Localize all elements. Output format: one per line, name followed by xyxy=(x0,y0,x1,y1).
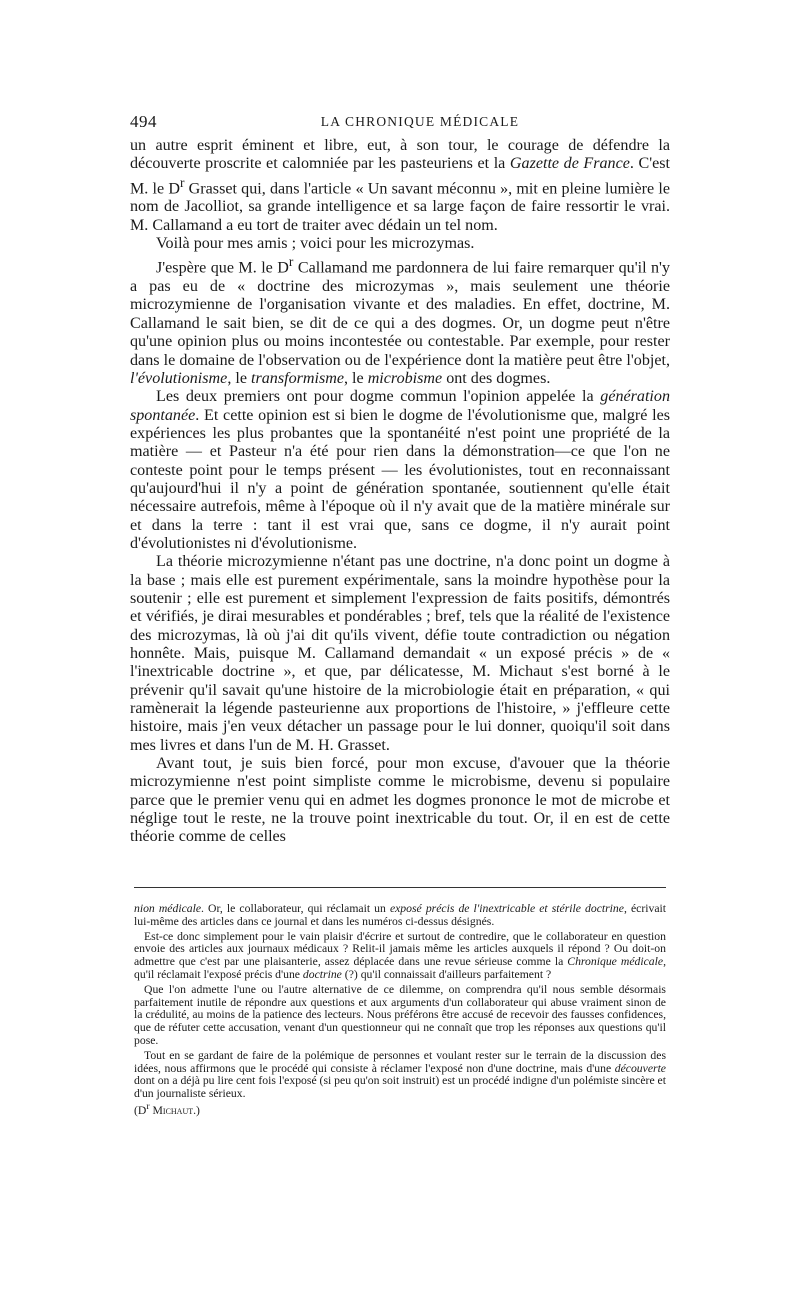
footnote-2 xyxy=(134,931,666,982)
italic-run: génération spontanée xyxy=(130,388,670,424)
italic-run: exposé précis de l'inextricable et stérile doctrine xyxy=(389,902,624,915)
paragraph-5: La théorie microzymienne n'étant pas une doctrine, n'a donc point un dogme à la base ; mais elle est purement expérimentale, sans la moindre hypothèse pour la soutenir ; elle est purement et simplement l'expression de faits positifs, démontrés et vérifiés, je dirai mesurables et pondérables ; bref, tels que la réalité de l'existence des microzymas, là où j'ai dit qu'ils vivent, défie toute contradiction ou négation honnête. Mais, puisque M. Callamand demandait « un exposé précis » de « l'inextricable doctrine », et que, par délicatesse, M. Michaut s'est borné à le prévenir qu'il savait qu'une histoire de la microbiologie était en préparation, « qui ramènerait la légende pasteurienne aux proportions de l'histoire, » j'effleure cette histoire, mais j'en veux détacher un passage pour le lui donner, quoiqu'il soit dans mes livres et dans l'un de M. H. Grasset. xyxy=(130,553,670,754)
text-run: Tout en se gardant de faire de la polémique de personnes et voulant rester sur le terrain de la discussion des idées, nous affirmons que le procédé qui consiste à réclamer l'exposé non d'une doctrine, mais d'une xyxy=(134,1048,666,1075)
italic-run: transformisme xyxy=(251,369,344,387)
italic-run: découverte xyxy=(614,1061,666,1075)
text-run: J'espère que M. le D xyxy=(156,259,289,277)
superscript: r xyxy=(288,254,294,270)
italic-run: l'évolutionisme xyxy=(130,369,228,387)
text-run: Grasset qui, dans l'article « Un savant méconnu », mit en pleine lumière le nom de Jacolliot, sa grande intelligence et sa large façon de faire ressortir le vrai. M. Callamand a eu tort de traiter avec dédain un tel nom. xyxy=(130,180,670,234)
page-header xyxy=(130,112,670,132)
italic-run: microbisme xyxy=(367,369,443,387)
text-run: ont des dogmes. xyxy=(442,369,551,387)
paragraph-2: Voilà pour mes amis ; voici pour les microzymas. xyxy=(156,235,475,253)
text-run: un autre esprit éminent et libre, eut, à son tour, le courage de défendre la découverte proscrite et calomniée par les pasteuriens et la xyxy=(130,137,670,173)
text-run: Est-ce donc simplement pour le vain plaisir d'écrire et surtout de contredire, que le collaborateur en question envoie des articles aux journaux médicaux ? Relit-il jamais même les articles auxquels il répond ? Ou doit-on admettre que c'est par une plaisanterie, assez déplacée dans une revue sérieuse comme la xyxy=(134,929,666,969)
text-run: (?) qu'il connaissait d'ailleurs parfaitement ? xyxy=(341,967,552,981)
superscript: r xyxy=(146,1100,150,1112)
signature: Michaut.) xyxy=(149,1103,200,1117)
footnote-separator xyxy=(134,887,666,888)
main-text xyxy=(130,137,670,847)
page-number: 494 xyxy=(130,112,157,131)
text-run: dont on a déjà pu lire cent fois l'exposé (si peu qu'on soit instruit) est un procédé indigne d'un polémiste sincère et d'un journaliste sérieux. xyxy=(134,1074,666,1101)
paragraph-4 xyxy=(130,388,670,553)
text-run: (D xyxy=(134,1103,147,1117)
text-run: . Or, le collaborateur, qui réclamait un xyxy=(201,902,390,915)
footnotes xyxy=(134,903,666,1120)
superscript: r xyxy=(180,174,185,190)
footnote-3: Que l'on admette l'une ou l'autre alternative de ce dilemme, on comprendra qu'il nous semble désormais parfaitement inutile de répondre aux questions et aux arguments d'un collaborateur qui abuse vraiment sinon de la crédulité, au moins de la patience des lecteurs. Nous préférons être accusé de recevoir des fausses confidences, que de réfuter cette accusation, venant d'un questionneur qui ne connaît que trop les réponses aux questions qu'il pose. xyxy=(134,982,666,1047)
text-run: Les deux premiers ont pour dogme commun l'opinion appelée la xyxy=(156,388,601,406)
text-run: , qu'il réclamait l'exposé précis d'une xyxy=(134,955,666,981)
text-run: . Et cette opinion est si bien le dogme de l'évolutionisme que, malgré les expériences les plus probantes que la spontanéité n'est point une propriété de la matière — et Pasteur n'a été pour rien dans la démonstration—ce que l'on ne conteste point pour le temps présent — les évolutionistes, tout en reconnaissant qu'aujourd'hui il n'y a point de génération spontanée, soutiennent qu'elle était nécessaire autrefois, même à l'époque où il n'y avait que de la matière minérale sur et dans la terre : tant il est vrai que, sans ce dogme, il n'y aurait point d'évolutionistes ni d'évolutionisme. xyxy=(130,406,670,552)
italic-run: Chronique médicale xyxy=(567,955,664,969)
italic-run: nion médicale xyxy=(134,902,202,915)
paragraph-3 xyxy=(130,253,670,388)
paragraph-1 xyxy=(130,137,670,235)
text-run: , écrivait lui-même des articles dans ce journal et dans les numéros ci-dessus désignés. xyxy=(134,902,667,928)
footnote-1 xyxy=(134,903,666,929)
text-run: , le xyxy=(227,369,251,387)
running-title: LA CHRONIQUE MÉDICALE xyxy=(320,114,520,129)
italic-run: Gazette de France xyxy=(509,155,630,173)
text-run: Callamand me pardonnera de lui faire remarquer qu'il n'y a pas eu de « doctrine des microzymas », mais seulement une théorie microzymienne de l'organisation vivante et des maladies. En effet, doctrine, M. Callamand le sait bien, se dit de ce qui a des dogmes. Or, un dogme peut n'être qu'une opinion plus ou moins incontestée ou contestable. Par exemple, pour rester dans le domaine de l'observation ou de l'expérience dont la matière peut être l'objet, xyxy=(130,259,670,369)
italic-run: doctrine xyxy=(302,967,342,981)
text-run: , le xyxy=(344,369,368,387)
footnote-4 xyxy=(134,1050,666,1118)
paragraph-6: Avant tout, je suis bien forcé, pour mon excuse, d'avouer que la théorie microzymienne n'est point simpliste comme le microbisme, devenu si populaire parce que le premier venu qui en admet les dogmes prononce le mot de microbe et néglige tout le reste, ne la trouve point inextricable du tout. Or, il en est de cette théorie comme de celles xyxy=(130,755,670,846)
text-run: . C'est M. le D xyxy=(130,155,671,198)
